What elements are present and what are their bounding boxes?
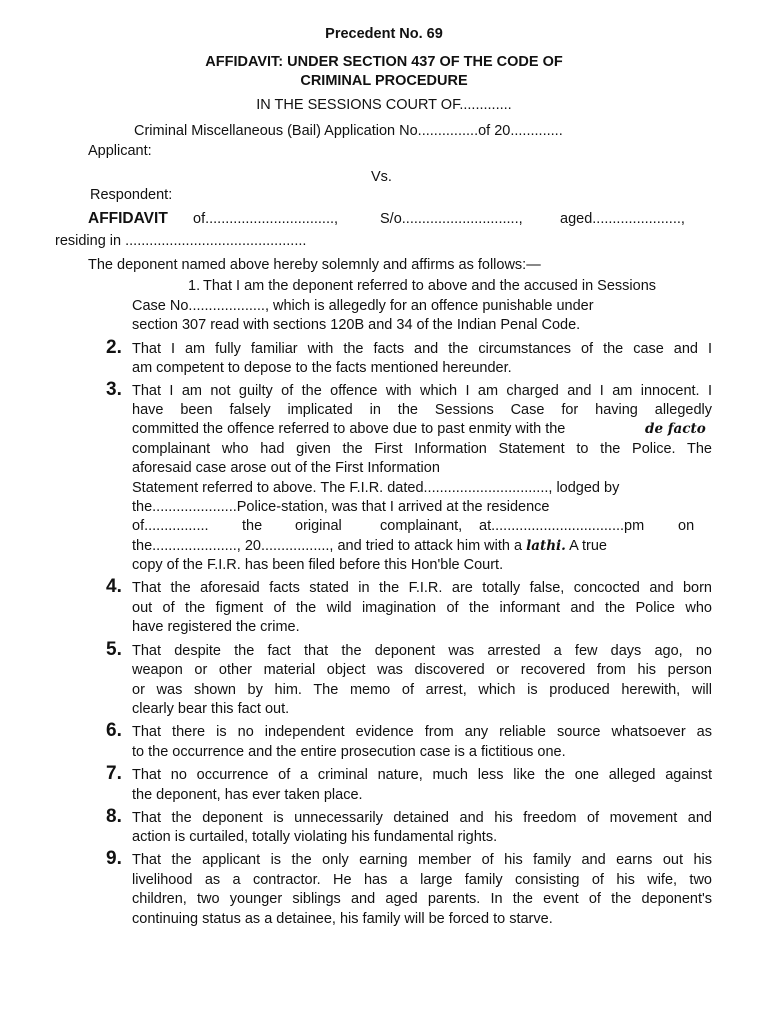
para-1-number: 1. bbox=[188, 278, 201, 294]
para-5-line: clearly bear this fact out. bbox=[132, 701, 290, 717]
para-3-line: Statement referred to above. The F.I.R. dated..............................., lodged by bbox=[132, 480, 620, 496]
respondent-label: Respondent: bbox=[90, 187, 173, 203]
deponent-name-blank: of................................, bbox=[193, 211, 339, 227]
document-title-line1: AFFIDAVIT: UNDER SECTION 437 OF THE CODE OF bbox=[205, 54, 563, 70]
para-3-line: have been falsely implicated in the Sessions Case for having allegedly bbox=[132, 402, 712, 418]
para-3-number: 3. bbox=[106, 379, 122, 400]
para-9-number: 9. bbox=[106, 848, 122, 869]
para-4-line: out of the figment of the wild imagination of the informant and the Police who bbox=[132, 600, 712, 616]
para-6-line: to the occurrence and the entire prosecution case is a fictitious one. bbox=[132, 744, 566, 760]
para-5-line: weapon or other material object was discovered or recovered from his person bbox=[132, 662, 712, 678]
para-5-line: or was shown by him. The memo of arrest, which is produced herewith, will bbox=[132, 682, 712, 698]
para-6-line: That there is no independent evidence from any reliable source whatsoever as bbox=[132, 724, 712, 740]
para-2-line: am competent to depose to the facts mentioned hereunder. bbox=[132, 360, 512, 376]
para-3-line bbox=[132, 537, 607, 556]
para-4-number: 4. bbox=[106, 576, 122, 597]
para-8-line: That the deponent is unnecessarily detained and his freedom of movement and bbox=[132, 810, 712, 826]
residence-blank: residing in ............................................. bbox=[55, 233, 307, 249]
affidavit-label: AFFIDAVIT bbox=[88, 210, 168, 227]
application-line: Criminal Miscellaneous (Bail) Application No...............of 20............. bbox=[134, 123, 563, 139]
para-4-line: That the aforesaid facts stated in the F.I.R. are totally false, concocted and born bbox=[132, 580, 712, 596]
versus-label: Vs. bbox=[371, 169, 392, 185]
para-3-line: That I am not guilty of the offence with which I am charged and I am innocent. I bbox=[132, 383, 712, 399]
para-3-segment: of................ bbox=[132, 518, 209, 534]
para-2-line: That I am fully familiar with the facts and the circumstances of the case and I bbox=[132, 341, 712, 357]
para-3-segment: at.................................pm bbox=[479, 518, 645, 534]
para-5-line: That despite the fact that the deponent was arrested a few days ago, no bbox=[132, 643, 712, 659]
para-3-text: committed the offence referred to above due to past enmity with the bbox=[132, 421, 566, 437]
de-facto-term: de facto bbox=[645, 421, 706, 437]
para-4-line: have registered the crime. bbox=[132, 619, 300, 635]
age-blank: aged......................, bbox=[560, 211, 685, 227]
father-name-blank: S/o............................., bbox=[380, 211, 523, 227]
para-3-line: the.....................Police-station, was that I arrived at the residence bbox=[132, 499, 550, 515]
para-3-text: the....................., 20................., and tried to attack him with a bbox=[132, 538, 523, 554]
para-1-line: That I am the deponent referred to above and the accused in Sessions bbox=[203, 278, 657, 294]
para-7-line: That no occurrence of a criminal nature, much less like the one alleged against bbox=[132, 767, 712, 783]
document-title-line2: CRIMINAL PROCEDURE bbox=[300, 73, 468, 89]
para-7-line: the deponent, has ever taken place. bbox=[132, 787, 363, 803]
para-3-line bbox=[132, 420, 706, 439]
para-9-line: continuing status as a detainee, his family will be forced to starve. bbox=[132, 911, 553, 927]
para-3-segment: complainant, bbox=[380, 518, 463, 534]
applicant-label: Applicant: bbox=[88, 143, 152, 159]
para-3-segment: the bbox=[242, 518, 263, 534]
para-1-line: Case No..................., which is allegedly for an offence punishable under bbox=[132, 298, 594, 314]
para-3-text: A true bbox=[569, 538, 607, 554]
para-1-line: section 307 read with sections 120B and 34 of the Indian Penal Code. bbox=[132, 317, 581, 333]
para-7-number: 7. bbox=[106, 763, 122, 784]
para-9-line: children, two younger siblings and aged parents. In the event of the deponent's bbox=[132, 891, 712, 907]
para-9-line: That the applicant is the only earning member of his family and earns out his bbox=[132, 852, 712, 868]
intro-statement: The deponent named above hereby solemnly and affirms as follows:— bbox=[88, 257, 541, 273]
para-8-number: 8. bbox=[106, 806, 122, 827]
para-6-number: 6. bbox=[106, 720, 122, 741]
para-3-line: complainant who had given the First Information Statement to the Police. The bbox=[132, 441, 712, 457]
para-9-line: livelihood as a contractor. He has a large family consisting of his wife, two bbox=[132, 872, 712, 888]
para-2-number: 2. bbox=[106, 337, 122, 358]
para-3-segment: original bbox=[295, 518, 342, 534]
para-5-number: 5. bbox=[106, 639, 122, 660]
para-8-line: action is curtailed, totally violating his fundamental rights. bbox=[132, 829, 498, 845]
precedent-number: Precedent No. 69 bbox=[325, 26, 443, 42]
lathi-term: lathi. bbox=[526, 538, 566, 554]
para-3-line: aforesaid case arose out of the First Information bbox=[132, 460, 440, 476]
court-line: IN THE SESSIONS COURT OF............. bbox=[256, 97, 512, 113]
para-3-line: copy of the F.I.R. has been filed before this Hon'ble Court. bbox=[132, 557, 504, 573]
para-3-segment: on bbox=[678, 518, 695, 534]
